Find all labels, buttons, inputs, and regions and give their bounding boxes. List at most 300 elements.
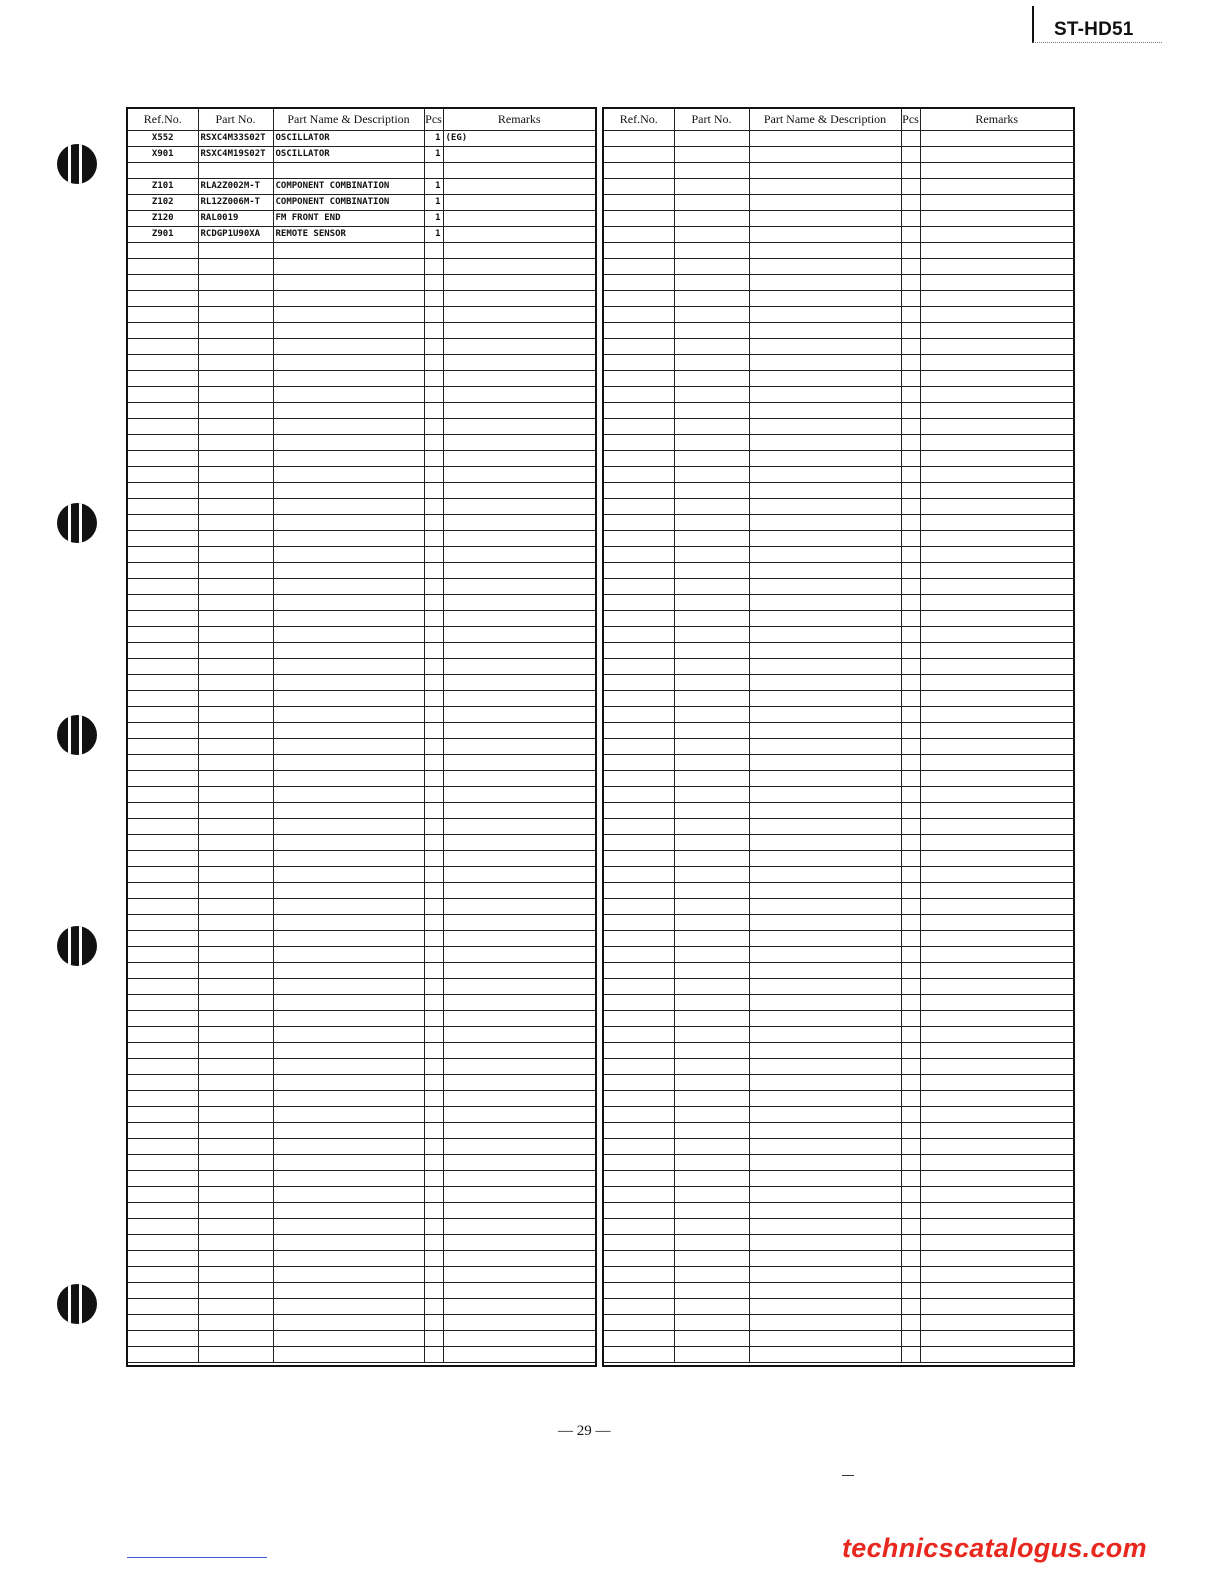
cell-part-no: RLA2Z002M-T [198,179,273,195]
cell-part-no [674,323,749,339]
cell-part-no [198,899,273,915]
cell-pcs [424,771,443,787]
divider [127,1557,267,1558]
cell-part-no [198,1315,273,1331]
cell-ref [604,1091,674,1107]
cell-pcs [424,259,443,275]
cell-description [273,755,424,771]
table-row [128,451,595,467]
cell-description [749,387,901,403]
cell-part-no [198,483,273,499]
cell-part-no [198,611,273,627]
cell-remarks [920,227,1073,243]
cell-pcs [424,627,443,643]
cell-description [273,915,424,931]
cell-part-no [198,259,273,275]
cell-part-no [674,707,749,723]
cell-pcs [424,835,443,851]
cell-part-no [674,1059,749,1075]
cell-part-no [198,435,273,451]
cell-pcs [424,1187,443,1203]
cell-ref [128,787,198,803]
cell-remarks [443,835,595,851]
cell-ref [128,963,198,979]
cell-ref: Z101 [128,179,198,195]
cell-pcs [901,403,920,419]
cell-description [749,579,901,595]
cell-description [273,1315,424,1331]
table-row [604,275,1073,291]
cell-remarks [920,211,1073,227]
cell-pcs [424,1315,443,1331]
cell-remarks [920,1187,1073,1203]
table-row [128,899,595,915]
table-row [604,1091,1073,1107]
cell-ref [128,851,198,867]
table-row [604,755,1073,771]
cell-remarks [443,435,595,451]
table-row [604,915,1073,931]
cell-description [749,787,901,803]
cell-pcs: 1 [424,179,443,195]
cell-remarks [443,963,595,979]
cell-remarks [920,547,1073,563]
cell-part-no [674,931,749,947]
cell-part-no [674,355,749,371]
cell-remarks [443,1315,595,1331]
table-row [604,1267,1073,1283]
table-row [604,627,1073,643]
table-row [604,1283,1073,1299]
cell-description [749,483,901,499]
table-row [604,1219,1073,1235]
cell-pcs [901,755,920,771]
cell-part-no [198,323,273,339]
table-row [604,371,1073,387]
cell-part-no [674,307,749,323]
cell-description [273,595,424,611]
cell-remarks [920,419,1073,435]
cell-description [273,675,424,691]
cell-part-no [674,227,749,243]
cell-remarks [443,547,595,563]
cell-remarks [443,627,595,643]
cell-description [749,979,901,995]
cell-remarks [920,819,1073,835]
cell-part-no [198,675,273,691]
cell-part-no: RSXC4M33S02T [198,131,273,147]
cell-pcs [424,819,443,835]
cell-remarks [443,1043,595,1059]
cell-description [749,1219,901,1235]
cell-description [273,707,424,723]
table-row [128,643,595,659]
table-row [604,835,1073,851]
cell-description [749,1123,901,1139]
cell-pcs [901,195,920,211]
cell-part-no [674,627,749,643]
table-row [604,979,1073,995]
table-row [604,195,1073,211]
cell-description [749,163,901,179]
cell-ref [604,787,674,803]
cell-ref [128,419,198,435]
table-row [604,147,1073,163]
cell-pcs [901,963,920,979]
cell-pcs [424,467,443,483]
cell-pcs [424,1139,443,1155]
cell-pcs [424,995,443,1011]
table-row [128,1011,595,1027]
cell-part-no [674,1155,749,1171]
cell-pcs [424,403,443,419]
cell-ref [128,563,198,579]
table-row [604,1235,1073,1251]
cell-pcs [424,547,443,563]
cell-remarks [443,339,595,355]
cell-description [273,1011,424,1027]
model-label-box [1032,6,1162,43]
cell-pcs [424,1043,443,1059]
cell-description [273,483,424,499]
table-row [604,707,1073,723]
cell-part-no [674,1203,749,1219]
table-row [128,195,595,211]
cell-ref [128,275,198,291]
cell-remarks [443,371,595,387]
cell-ref [128,1075,198,1091]
cell-description [273,579,424,595]
table-row [604,1347,1073,1363]
cell-remarks [443,147,595,163]
cell-description [749,291,901,307]
cell-description [273,803,424,819]
table-row [604,1315,1073,1331]
cell-remarks [443,195,595,211]
cell-ref [128,739,198,755]
cell-remarks [443,483,595,499]
cell-part-no [198,739,273,755]
cell-remarks [920,899,1073,915]
cell-pcs [901,131,920,147]
cell-remarks [920,147,1073,163]
cell-remarks [443,1299,595,1315]
cell-ref [128,371,198,387]
table-row [604,419,1073,435]
cell-pcs [901,499,920,515]
cell-part-no [198,1187,273,1203]
cell-part-no [198,371,273,387]
cell-pcs [901,611,920,627]
table-row [604,1187,1073,1203]
table-row [128,995,595,1011]
table-row [128,467,595,483]
table-row [128,1059,595,1075]
cell-description [273,819,424,835]
cell-part-no [674,1091,749,1107]
cell-remarks [920,467,1073,483]
cell-remarks [920,707,1073,723]
cell-ref [604,1315,674,1331]
cell-description [273,1075,424,1091]
cell-description [749,147,901,163]
cell-remarks [443,323,595,339]
cell-ref [128,1011,198,1027]
cell-pcs [424,1283,443,1299]
cell-part-no [198,803,273,819]
cell-part-no [198,1347,273,1363]
cell-description [749,1107,901,1123]
table-row [128,947,595,963]
cell-pcs [424,883,443,899]
cell-ref [128,1347,198,1363]
cell-ref [604,547,674,563]
table-row [604,931,1073,947]
table-row [128,1027,595,1043]
cell-description [273,467,424,483]
cell-description [749,371,901,387]
table-row [604,611,1073,627]
cell-ref [128,1283,198,1299]
cell-ref [604,1139,674,1155]
cell-ref [128,579,198,595]
cell-ref [604,1059,674,1075]
cell-pcs [424,1267,443,1283]
cell-part-no [674,451,749,467]
cell-description [749,931,901,947]
cell-ref [128,1091,198,1107]
cell-part-no [674,163,749,179]
cell-part-no [198,627,273,643]
cell-ref [128,435,198,451]
cell-ref [604,1299,674,1315]
cell-description [749,771,901,787]
cell-description: COMPONENT COMBINATION [273,179,424,195]
table-row [128,1235,595,1251]
cell-pcs [424,339,443,355]
cell-pcs [424,675,443,691]
cell-ref [604,1155,674,1171]
cell-pcs [424,803,443,819]
cell-remarks [443,259,595,275]
cell-ref [604,963,674,979]
cell-part-no [198,1155,273,1171]
table-row [128,483,595,499]
cell-ref [604,1075,674,1091]
table-row [604,403,1073,419]
cell-description [749,915,901,931]
table-row [128,147,595,163]
table-row [128,307,595,323]
cell-part-no [674,899,749,915]
cell-remarks [920,579,1073,595]
cell-description [749,1011,901,1027]
col-header-part-no: Part No. [198,109,273,131]
cell-pcs [901,355,920,371]
cell-ref [604,451,674,467]
cell-ref [604,275,674,291]
cell-description [749,1235,901,1251]
cell-pcs [901,515,920,531]
cell-ref [604,995,674,1011]
cell-ref [604,435,674,451]
cell-part-no [674,339,749,355]
cell-part-no [674,467,749,483]
cell-part-no [198,1091,273,1107]
cell-remarks [443,883,595,899]
cell-ref [604,915,674,931]
cell-description [749,803,901,819]
cell-pcs [424,1011,443,1027]
cell-description [749,211,901,227]
cell-ref [604,371,674,387]
cell-ref [604,723,674,739]
cell-pcs [424,787,443,803]
cell-part-no [198,547,273,563]
cell-part-no [198,275,273,291]
cell-remarks [443,291,595,307]
table-row [604,547,1073,563]
cell-remarks [920,275,1073,291]
table-row [128,931,595,947]
table-row [128,627,595,643]
cell-remarks [920,1091,1073,1107]
cell-pcs [901,819,920,835]
table-row [128,835,595,851]
cell-ref [604,1187,674,1203]
cell-pcs [424,611,443,627]
cell-pcs [901,323,920,339]
cell-pcs [424,643,443,659]
cell-pcs [901,931,920,947]
col-header-ref: Ref.No. [604,109,674,131]
cell-ref [128,643,198,659]
cell-part-no [198,1331,273,1347]
cell-remarks [443,723,595,739]
cell-ref [604,483,674,499]
cell-part-no [198,771,273,787]
cell-ref [604,979,674,995]
cell-part-no [674,675,749,691]
cell-description [749,643,901,659]
cell-remarks [443,659,595,675]
cell-remarks [443,1235,595,1251]
cell-remarks [443,275,595,291]
table-row [604,387,1073,403]
cell-remarks [920,499,1073,515]
table-row [604,163,1073,179]
cell-remarks [920,291,1073,307]
cell-pcs [424,739,443,755]
cell-ref [128,1139,198,1155]
table-row [128,131,595,147]
cell-ref [604,819,674,835]
cell-part-no [198,1011,273,1027]
binder-hole [57,503,97,543]
cell-part-no [198,723,273,739]
cell-ref [128,1219,198,1235]
cell-remarks [443,1347,595,1363]
table-row [128,1091,595,1107]
table-row [128,323,595,339]
cell-remarks [920,739,1073,755]
cell-ref [604,739,674,755]
cell-remarks [443,451,595,467]
table-row [128,515,595,531]
table-row [604,1171,1073,1187]
cell-pcs [424,979,443,995]
cell-remarks [920,931,1073,947]
cell-description [273,1171,424,1187]
divider [842,1475,854,1476]
cell-ref [604,627,674,643]
cell-remarks [443,499,595,515]
cell-part-no [674,755,749,771]
cell-description [749,531,901,547]
table-row [604,1139,1073,1155]
cell-description [273,1107,424,1123]
cell-ref [604,195,674,211]
cell-pcs [901,883,920,899]
cell-part-no [198,643,273,659]
cell-description [273,355,424,371]
table-row [128,1075,595,1091]
cell-pcs [901,1267,920,1283]
cell-description [273,867,424,883]
cell-ref [128,483,198,499]
cell-remarks [920,915,1073,931]
cell-pcs [424,275,443,291]
cell-ref [604,1267,674,1283]
cell-part-no [198,451,273,467]
cell-pcs [901,1171,920,1187]
cell-pcs [424,1107,443,1123]
cell-part-no [674,131,749,147]
cell-ref [128,1187,198,1203]
table-row [604,691,1073,707]
table-row [604,1059,1073,1075]
cell-pcs [901,1123,920,1139]
table-row [128,819,595,835]
cell-remarks [443,1091,595,1107]
cell-ref [128,1107,198,1123]
cell-remarks [443,755,595,771]
cell-remarks [920,131,1073,147]
cell-ref [604,1107,674,1123]
cell-remarks [443,1139,595,1155]
cell-description [273,1027,424,1043]
cell-remarks [920,323,1073,339]
cell-description [749,227,901,243]
cell-remarks [920,1299,1073,1315]
cell-ref [604,611,674,627]
cell-ref [604,1171,674,1187]
table-row [128,723,595,739]
table-row [128,739,595,755]
table-row [128,1187,595,1203]
table-row [604,515,1073,531]
cell-remarks [443,179,595,195]
cell-pcs [424,371,443,387]
cell-pcs [424,355,443,371]
cell-ref [128,403,198,419]
cell-ref [604,835,674,851]
cell-part-no [674,1171,749,1187]
cell-part-no [674,1347,749,1363]
cell-part-no [198,1107,273,1123]
cell-description [749,1315,901,1331]
cell-remarks [920,1267,1073,1283]
